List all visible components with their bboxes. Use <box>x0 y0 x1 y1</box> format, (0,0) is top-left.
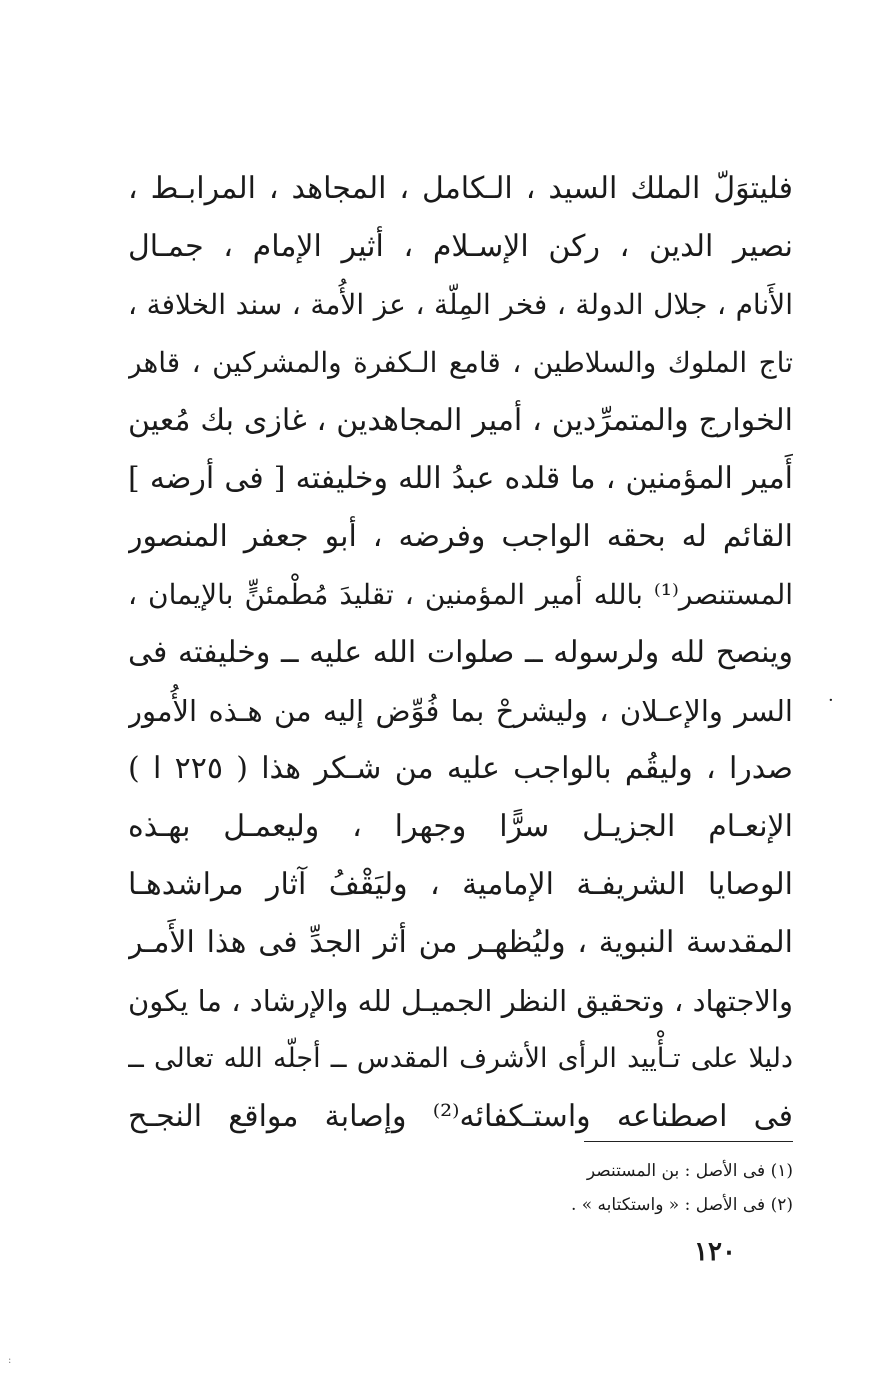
text-line: الوصايا الشريفـة الإمامية ، وليَقْفُ آثار مراشدهـا <box>128 867 793 902</box>
text-line: تاج الملوك والسلاطين ، قامع الـكفرة والمشركين ، قاهر <box>128 346 793 379</box>
text-line: الإنعـام الجزيـل سرًّا وجهرا ، وليعمـل بهـذه <box>128 809 793 844</box>
text-line: نصير الدين ، ركن الإسـلام ، أثير الإمام ، جمـال <box>128 229 793 264</box>
text-line: الخوارج والمتمرِّدين ، أمير المجاهدين ، غازى بك مُعين <box>128 403 793 438</box>
text-line: القائم له بحقه الواجب وفرضه ، أبو جعفر المنصور <box>128 519 793 554</box>
text-line: والاجتهاد ، وتحقيق النظر الجميـل لله والإرشاد ، ما يكون <box>128 984 793 1018</box>
text-line: الأَنام ، جلال الدولة ، فخر المِلّة ، عز الأُمة ، سند الخلافة ، <box>128 288 793 321</box>
text-line: السر والإعـلان ، وليشرحْ بما فُوِّض إليه من هـذه الأُمور <box>128 694 793 728</box>
footnotes <box>420 1154 793 1222</box>
text-line: فليتوَلّ الملك السيد ، الـكامل ، المجاهد ، المرابـط ، <box>128 171 793 206</box>
text-line: المستنصر⁽¹⁾ بالله أمير المؤمنين ، تقليدَ مُطْمئنٍّ بالإيمان ، <box>128 578 793 611</box>
text-line: دليلا على تـأْييد الرأى الأشرف المقدس ــ أجلّه الله تعالى ــ <box>128 1043 793 1074</box>
text-line: فى اصطناعه واستـكفائه⁽²⁾ وإصابة مواقع النجـح <box>128 1099 793 1134</box>
margin-mark: · <box>828 690 834 711</box>
text-line: وينصح لله ولرسوله ــ صلوات الله عليه ــ وخليفته فى <box>128 635 793 670</box>
footnote-divider <box>584 1141 793 1142</box>
main-text-block <box>128 160 793 1146</box>
page-number: ١٢٠ <box>694 1237 736 1267</box>
text-line: صدرا ، وليقُم بالواجب عليه من شـكر هذا ( ٢٢٥ ا ) <box>128 751 793 786</box>
text-line: المقدسة النبوية ، وليُظهـر من أثر الجدِّ فى هذا الأَمـر <box>128 925 793 960</box>
text-line: أَمير المؤمنين ، ما قلده عبدُ الله وخليفته [ فى أرضه ] <box>128 461 793 496</box>
footnote-2: (٢) فى الأصل : « واستكتابه » . <box>570 1195 793 1215</box>
footnote-1: (١) فى الأصل : بن المستنصر <box>586 1161 793 1181</box>
corner-mark: : <box>8 1355 12 1366</box>
